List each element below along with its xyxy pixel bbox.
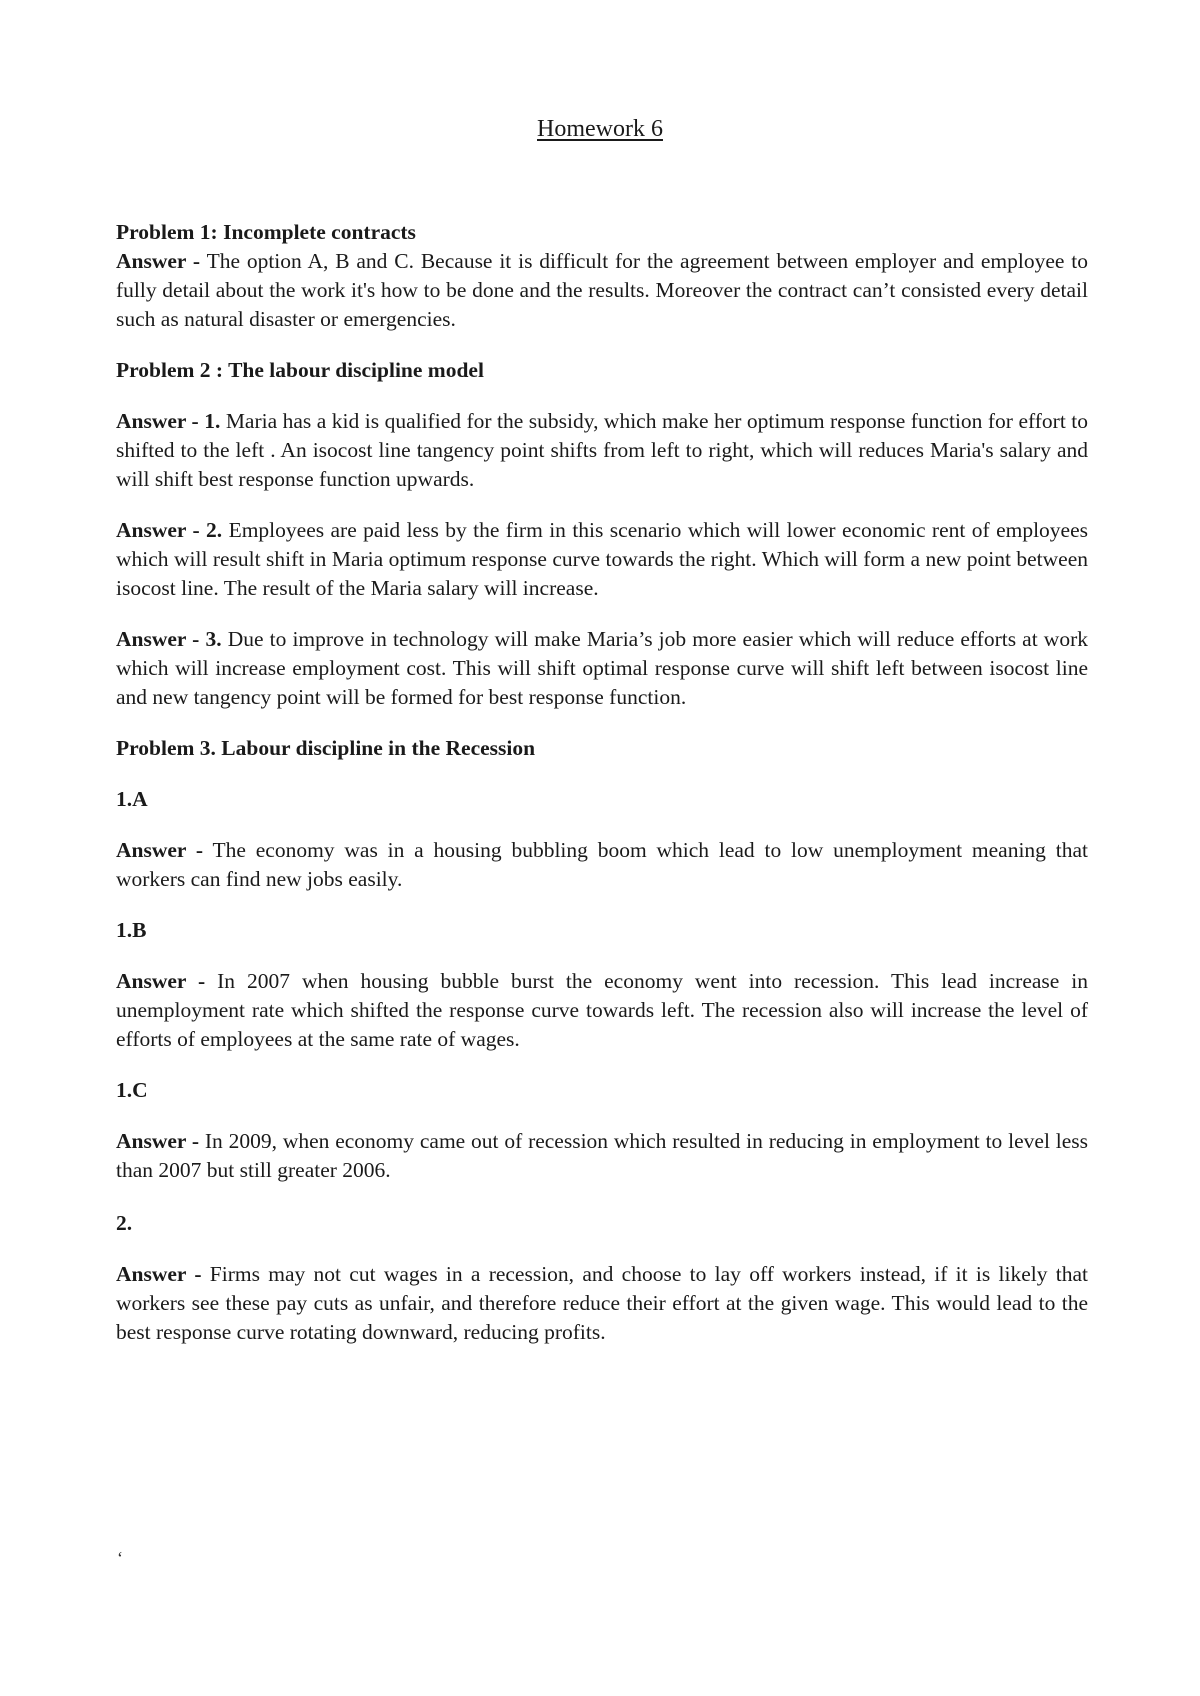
problem-2-answer-3 xyxy=(116,625,1088,712)
footer-mark: ‘ xyxy=(117,1548,123,1568)
answer-text: Firms may not cut wages in a recession, and choose to lay off workers instead, if it is likely that workers see these pay cuts as unfair, and therefore reduce their effort at the given wage. This would lead to the best response curve rotating downward, reducing profits. xyxy=(116,1262,1088,1344)
answer-label: Answer - xyxy=(116,409,199,433)
answer-number: 1. xyxy=(204,409,221,433)
answer-text: Due to improve in technology will make Maria’s job more easier which will reduce efforts at work which will increase employment cost. This will shift optimal response curve will shift left between isocost line and new tangency point will be formed for best response function. xyxy=(116,627,1088,709)
answer-label: Answer - xyxy=(116,1262,202,1286)
answer-text: Maria has a kid is qualified for the subsidy, which make her optimum response function for effort to shifted to the left . An isocost line tangency point shifts from left to right, which will reduces Maria's salary and will shift best response function upwards. xyxy=(116,409,1089,491)
problem-2-heading: Problem 2 : The labour discipline model xyxy=(116,358,484,382)
page-title: Homework 6 xyxy=(537,116,663,142)
problem-2-answer-1 xyxy=(116,407,1088,494)
problem-3-answer-2 xyxy=(116,1260,1088,1347)
answer-label: Answer - xyxy=(116,838,204,862)
answer-label: Answer - xyxy=(116,518,200,542)
part-label-1a: 1.A xyxy=(116,787,148,811)
answer-label: Answer - xyxy=(116,627,200,651)
answer-text: The option A, B and C. Because it is difficult for the agreement between employer and employee to fully detail about the work it's how to be done and the results. Moreover the contract can’t consisted every detail such as natural disaster or emergencies. xyxy=(116,249,1088,331)
problem-1-heading: Problem 1: Incomplete contracts xyxy=(116,220,416,244)
part-label-1b: 1.B xyxy=(116,918,147,942)
part-label-2: 2. xyxy=(116,1211,133,1235)
problem-1-answer xyxy=(116,247,1088,334)
document-body xyxy=(116,218,1088,1347)
answer-number: 3. xyxy=(205,627,222,651)
answer-text: The economy was in a housing bubbling boom which lead to low unemployment meaning that workers can find new jobs easily. xyxy=(116,838,1088,891)
answer-label: Answer - xyxy=(116,249,201,273)
problem-3-answer-1a xyxy=(116,836,1088,894)
problem-3-answer-1b xyxy=(116,967,1088,1054)
problem-3-answer-1c xyxy=(116,1127,1088,1185)
part-label-1c: 1.C xyxy=(116,1078,148,1102)
answer-text: Employees are paid less by the firm in this scenario which will lower economic rent of employees which will result shift in Maria optimum response curve towards the right. Which will form a new point between isocost line. The result of the Maria salary will increase. xyxy=(116,518,1089,600)
answer-text: In 2009, when economy came out of recession which resulted in reducing in employment to level less than 2007 but still greater 2006. xyxy=(116,1129,1088,1182)
answer-label: Answer - xyxy=(116,969,206,993)
answer-number: 2. xyxy=(206,518,223,542)
problem-2-answer-2 xyxy=(116,516,1088,603)
answer-label: Answer - xyxy=(116,1129,200,1153)
answer-text: In 2007 when housing bubble burst the economy went into recession. This lead increase in unemployment rate which shifted the response curve towards left. The recession also will increase the level of efforts of employees at the same rate of wages. xyxy=(116,969,1089,1051)
problem-3-heading: Problem 3. Labour discipline in the Recession xyxy=(116,736,536,760)
